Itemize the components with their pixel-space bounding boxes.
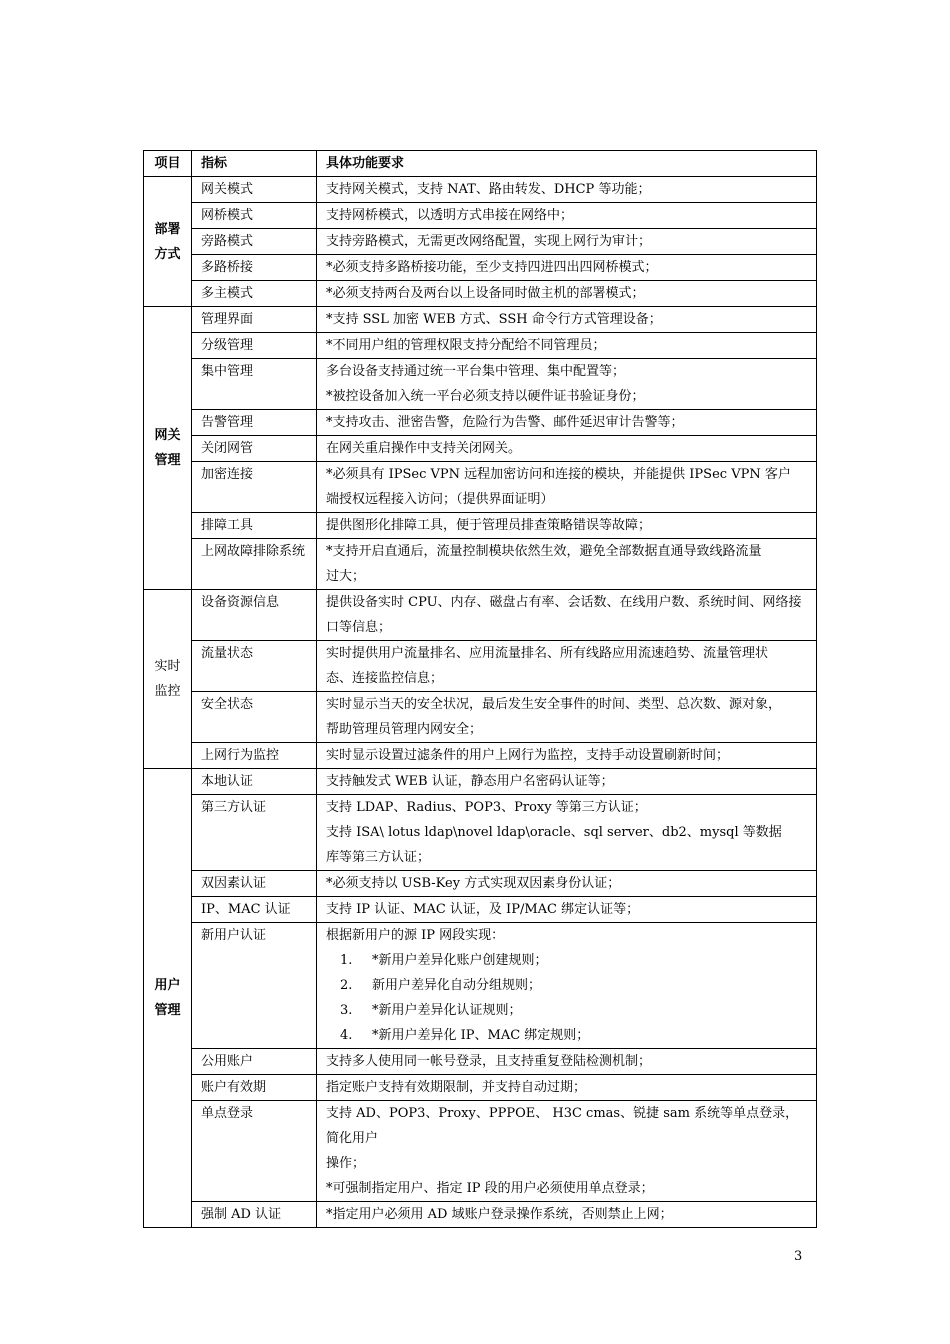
table-row: [144, 203, 817, 229]
table-row: [144, 1049, 817, 1075]
list-number: 2.: [340, 978, 353, 993]
requirement-line: *可强制指定用户、指定 IP 段的用户必须使用单点登录；: [326, 1181, 654, 1196]
requirement-line: *被控设备加入统一平台必须支持以硬件证书验证身份；: [326, 389, 645, 404]
indicator-cell: 告警管理: [192, 410, 317, 436]
requirement-cell: [317, 436, 817, 462]
requirement-line: 指定账户支持有效期限制，并支持自动过期；: [326, 1080, 587, 1095]
requirement-line: *必须支持以 USB-Key 方式实现双因素身份认证；: [326, 876, 621, 891]
requirement-cell: [317, 743, 817, 769]
table-row: [144, 513, 817, 539]
requirement-cell: [317, 281, 817, 307]
requirement-line: 根据新用户的源 IP 网段实现：: [326, 928, 505, 943]
requirement-cell: [317, 513, 817, 539]
requirement-line: 态、连接监控信息；: [326, 671, 444, 686]
requirement-line: 支持触发式 WEB 认证，静态用户名密码认证等；: [326, 774, 614, 789]
list-number: 1.: [340, 953, 353, 968]
indicator-cell: 多主模式: [192, 281, 317, 307]
indicator-cell: 关闭网管: [192, 436, 317, 462]
requirement-cell: [317, 897, 817, 923]
category-cell: [144, 590, 192, 769]
table-row: [144, 871, 817, 897]
indicator-cell: 加密连接: [192, 462, 317, 513]
requirement-line: *指定用户必须用 AD 域账户登录操作系统，否则禁止上网；: [326, 1207, 673, 1222]
requirement-line: *必须支持多路桥接功能，至少支持四进四出四网桥模式；: [326, 260, 658, 275]
table-row: [144, 281, 817, 307]
requirement-cell: [317, 871, 817, 897]
indicator-cell: 设备资源信息: [192, 590, 317, 641]
indicator-cell: 安全状态: [192, 692, 317, 743]
indicator-cell: 强制 AD 认证: [192, 1202, 317, 1228]
requirement-line: 实时显示当天的安全状况，最后发生安全事件的时间、类型、总次数、源对象，: [326, 697, 782, 712]
requirement-cell: [317, 333, 817, 359]
list-text: *新用户差异化认证规则；: [372, 1003, 522, 1018]
category-label: 管理: [154, 1003, 181, 1018]
indicator-cell: 单点登录: [192, 1101, 317, 1202]
table-row: [144, 1101, 817, 1202]
indicator-cell: 多路桥接: [192, 255, 317, 281]
category-label: 监控: [154, 684, 181, 699]
category-cell: [144, 769, 192, 1228]
requirement-line: 支持网桥模式，以透明方式串接在网络中；: [326, 208, 574, 223]
indicator-cell: 管理界面: [192, 307, 317, 333]
indicator-cell: IP、MAC 认证: [192, 897, 317, 923]
indicator-cell: 旁路模式: [192, 229, 317, 255]
category-label: 方式: [154, 246, 181, 262]
requirement-cell: [317, 1049, 817, 1075]
numbered-list-item: [326, 998, 808, 1023]
table-row: [144, 462, 817, 513]
table-row: [144, 795, 817, 871]
requirement-line: 多台设备支持通过统一平台集中管理、集中配置等；: [326, 364, 626, 379]
indicator-cell: 上网故障排除系统: [192, 539, 317, 590]
list-number: 3.: [340, 1003, 353, 1018]
requirement-line: 帮助管理员管理内网安全；: [326, 722, 483, 737]
indicator-cell: 公用账户: [192, 1049, 317, 1075]
requirement-line: 实时提供用户流量排名、应用流量排名、所有线路应用流速趋势、流量管理状: [326, 646, 769, 661]
table-row: [144, 436, 817, 462]
table-header-row: [144, 151, 817, 177]
category-cell: [144, 307, 192, 590]
table-row: [144, 590, 817, 641]
indicator-cell: 分级管理: [192, 333, 317, 359]
requirement-line: 操作；: [326, 1156, 366, 1171]
table-row: [144, 923, 817, 1049]
requirement-line: 支持 IP 认证、MAC 认证，及 IP/MAC 绑定认证等；: [326, 902, 640, 917]
requirement-cell: [317, 203, 817, 229]
indicator-cell: 流量状态: [192, 641, 317, 692]
list-text: *新用户差异化 IP、MAC 绑定规则；: [372, 1028, 590, 1043]
requirement-line: 库等第三方认证；: [326, 850, 431, 865]
requirement-cell: [317, 539, 817, 590]
indicator-cell: 网桥模式: [192, 203, 317, 229]
category-label: 管理: [154, 453, 181, 468]
table-row: [144, 769, 817, 795]
requirement-line: 端授权远程接入访问；（提供界面证明）: [326, 492, 554, 507]
requirement-cell: [317, 255, 817, 281]
requirement-line: 支持旁路模式，无需更改网络配置，实现上网行为审计；: [326, 234, 652, 249]
requirement-line: 在网关重启操作中支持关闭网关。: [326, 441, 522, 456]
requirement-line: 支持网关模式，支持 NAT、路由转发、DHCP 等功能；: [326, 182, 651, 197]
requirement-cell: [317, 177, 817, 203]
numbered-list-item: [326, 973, 808, 998]
indicator-cell: 网关模式: [192, 177, 317, 203]
requirement-cell: [317, 410, 817, 436]
indicator-cell: 双因素认证: [192, 871, 317, 897]
requirement-line: 支持 LDAP、Radius、POP3、Proxy 等第三方认证；: [326, 800, 647, 815]
indicator-cell: 新用户认证: [192, 923, 317, 1049]
requirement-cell: [317, 769, 817, 795]
requirement-cell: [317, 641, 817, 692]
category-cell: [144, 177, 192, 307]
indicator-cell: 排障工具: [192, 513, 317, 539]
list-text: *新用户差异化账户创建规则；: [372, 953, 548, 968]
header-category: 项目: [144, 151, 192, 177]
requirement-line: 过大；: [326, 569, 366, 584]
table-row: [144, 539, 817, 590]
category-label: 网关: [154, 428, 181, 443]
table-row: [144, 641, 817, 692]
numbered-list-item: [326, 948, 808, 973]
table-row: [144, 410, 817, 436]
requirement-cell: [317, 590, 817, 641]
requirement-line: 实时显示设置过滤条件的用户上网行为监控，支持手动设置刷新时间；: [326, 748, 730, 763]
requirement-cell: [317, 359, 817, 410]
requirements-table: [143, 150, 817, 1228]
indicator-cell: 本地认证: [192, 769, 317, 795]
requirement-cell: [317, 307, 817, 333]
requirement-line: 支持多人使用同一帐号登录，且支持重复登陆检测机制；: [326, 1054, 652, 1069]
requirement-line: *支持攻击、泄密告警，危险行为告警、邮件延迟审计告警等；: [326, 415, 684, 430]
table-row: [144, 1075, 817, 1101]
table-row: [144, 229, 817, 255]
indicator-cell: 账户有效期: [192, 1075, 317, 1101]
requirement-cell: [317, 923, 817, 1049]
requirement-line: 支持 AD、POP3、Proxy、PPPOE、 H3C cmas、锐捷 sam 系统等单点登录，简化用户: [326, 1106, 799, 1146]
requirement-line: *支持 SSL 加密 WEB 方式、SSH 命令行方式管理设备；: [326, 312, 662, 327]
table-row: [144, 177, 817, 203]
requirement-cell: [317, 229, 817, 255]
numbered-list-item: [326, 1023, 808, 1048]
requirement-cell: [317, 1101, 817, 1202]
category-label: 实时: [154, 659, 181, 674]
table-row: [144, 1202, 817, 1228]
table-row: [144, 359, 817, 410]
table-row: [144, 333, 817, 359]
requirement-line: *必须支持两台及两台以上设备同时做主机的部署模式；: [326, 286, 645, 301]
table-row: [144, 743, 817, 769]
requirement-cell: [317, 795, 817, 871]
category-label: 用户: [154, 978, 181, 993]
table-row: [144, 897, 817, 923]
table-row: [144, 255, 817, 281]
list-number: 4.: [340, 1028, 353, 1043]
requirement-line: 口等信息；: [326, 620, 392, 635]
requirement-cell: [317, 1202, 817, 1228]
requirement-line: 提供设备实时 CPU、内存、磁盘占有率、会话数、在线用户数、系统时间、网络接: [326, 595, 802, 610]
requirement-line: 提供图形化排障工具，便于管理员排查策略错误等故障；: [326, 518, 652, 533]
table-body: [144, 177, 817, 1228]
header-requirements: 具体功能要求: [317, 151, 817, 177]
indicator-cell: 集中管理: [192, 359, 317, 410]
table-row: [144, 692, 817, 743]
requirement-cell: [317, 462, 817, 513]
page-number: 3: [794, 1249, 803, 1264]
header-indicator: 指标: [192, 151, 317, 177]
requirement-line: 支持 ISA\ lotus ldap\novel ldap\oracle、sql server、db2、mysql 等数据: [326, 825, 782, 840]
category-label: 部署: [154, 221, 181, 237]
list-text: 新用户差异化自动分组规则；: [372, 978, 542, 993]
requirement-cell: [317, 1075, 817, 1101]
requirement-cell: [317, 692, 817, 743]
indicator-cell: 上网行为监控: [192, 743, 317, 769]
indicator-cell: 第三方认证: [192, 795, 317, 871]
requirement-line: *支持开启直通后，流量控制模块依然生效，避免全部数据直通导致线路流量: [326, 544, 762, 559]
requirement-line: *必须具有 IPSec VPN 远程加密访问和连接的模块，并能提供 IPSec VPN 客户: [326, 467, 791, 482]
table-row: [144, 307, 817, 333]
requirement-line: *不同用户组的管理权限支持分配给不同管理员；: [326, 338, 606, 353]
